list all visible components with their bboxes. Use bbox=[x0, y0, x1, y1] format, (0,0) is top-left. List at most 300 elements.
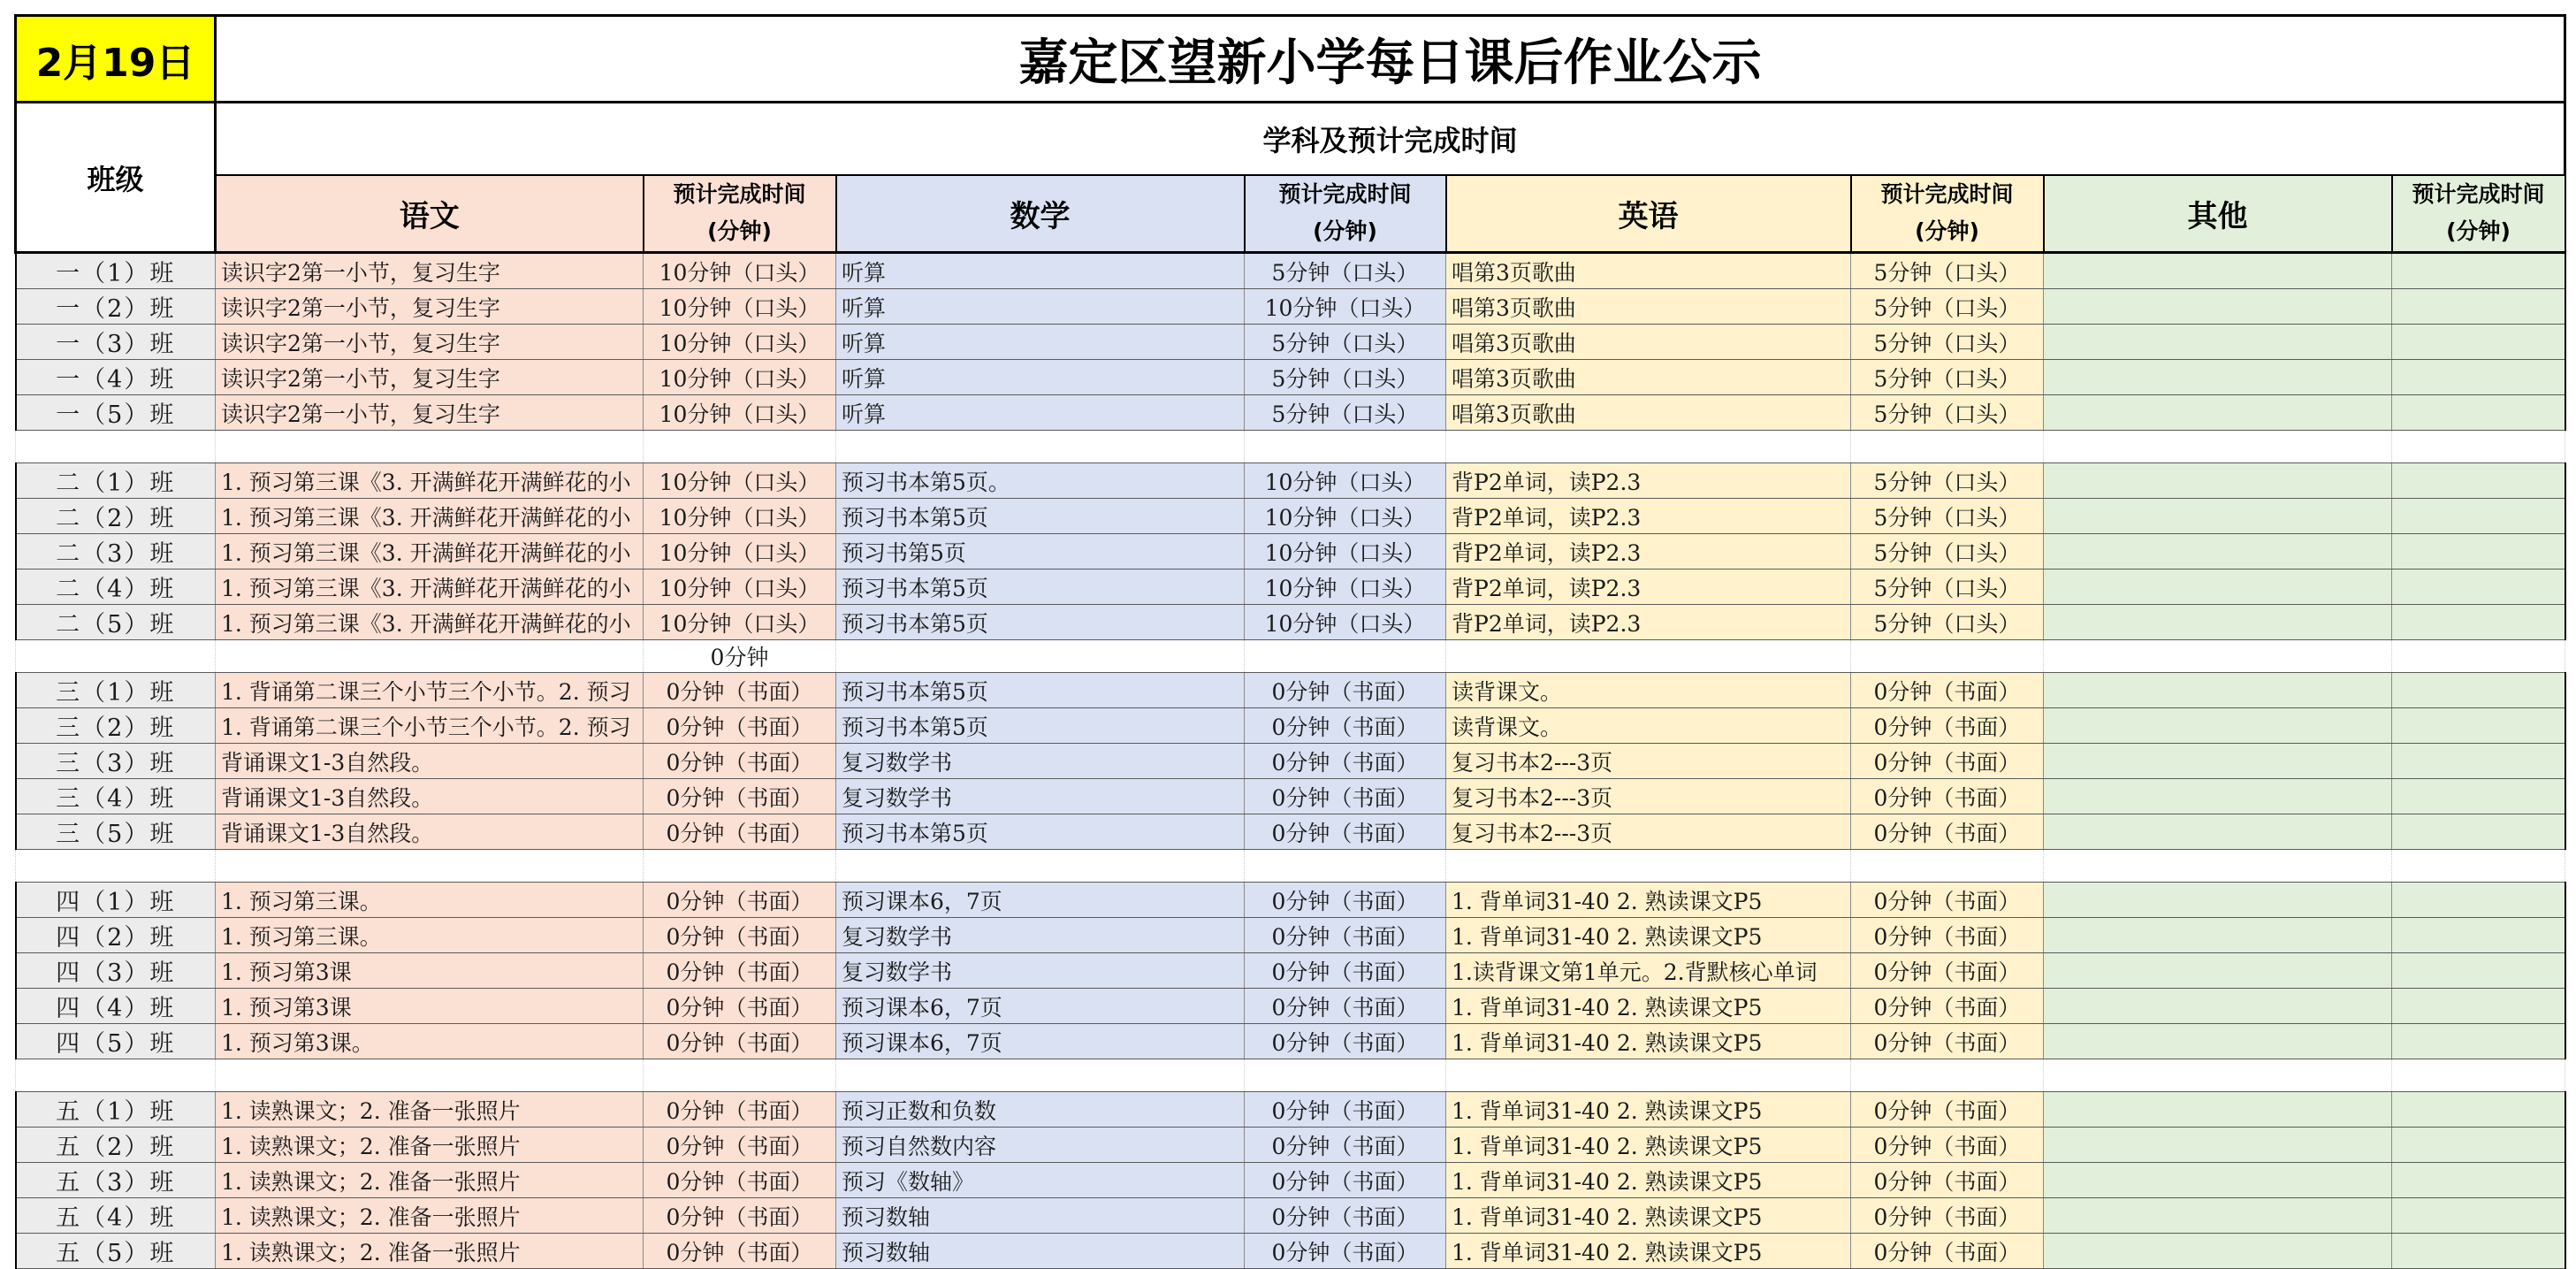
english-time: 0分钟（书面） bbox=[1851, 953, 2044, 989]
spacer-cell bbox=[1851, 431, 2044, 463]
spacer-cell bbox=[836, 431, 1245, 463]
chinese-homework: 读识字2第一小节，复习生字 bbox=[216, 360, 644, 395]
class-name: 一（1）班 bbox=[16, 253, 216, 289]
class-name: 四（4）班 bbox=[16, 989, 216, 1024]
english-homework: 读背课文。 bbox=[1446, 708, 1851, 744]
chinese-time: 0分钟（书面） bbox=[644, 918, 836, 953]
spacer-cell bbox=[1245, 1059, 1446, 1092]
chinese-time: 10分钟（口头） bbox=[644, 395, 836, 431]
english-homework: 背P2单词，读P2.3 bbox=[1446, 570, 1851, 605]
english-homework: 复习书本2---3页 bbox=[1446, 744, 1851, 779]
math-homework: 预习正数和负数 bbox=[836, 1092, 1245, 1128]
english-homework: 1. 背单词31-40 2. 熟读课文P5 bbox=[1446, 883, 1851, 918]
table-row bbox=[16, 605, 2565, 640]
other-homework bbox=[2044, 499, 2392, 534]
spacer-cell: 0分钟 bbox=[644, 640, 836, 673]
english-time: 0分钟（书面） bbox=[1851, 1024, 2044, 1059]
spacer-cell bbox=[836, 640, 1245, 673]
english-homework: 背P2单词，读P2.3 bbox=[1446, 534, 1851, 570]
math-homework: 听算 bbox=[836, 289, 1245, 325]
english-time: 0分钟（书面） bbox=[1851, 883, 2044, 918]
other-time bbox=[2392, 883, 2565, 918]
other-time bbox=[2392, 360, 2565, 395]
math-homework: 复习数学书 bbox=[836, 779, 1245, 814]
math-homework: 预习书本第5页 bbox=[836, 673, 1245, 708]
other-time bbox=[2392, 779, 2565, 814]
other-time bbox=[2392, 289, 2565, 325]
english-homework: 1.读背课文第1单元。2.背默核心单词 bbox=[1446, 953, 1851, 989]
math-homework: 预习数轴 bbox=[836, 1198, 1245, 1234]
spacer-cell bbox=[1245, 431, 1446, 463]
other-homework bbox=[2044, 289, 2392, 325]
english-homework: 唱第3页歌曲 bbox=[1446, 325, 1851, 360]
english-time: 5分钟（口头） bbox=[1851, 253, 2044, 289]
other-time bbox=[2392, 1092, 2565, 1128]
english-time: 0分钟（书面） bbox=[1851, 1198, 2044, 1234]
class-name: 五（5）班 bbox=[16, 1234, 216, 1269]
other-homework bbox=[2044, 325, 2392, 360]
spacer-cell bbox=[2044, 640, 2392, 673]
math-homework: 复习数学书 bbox=[836, 744, 1245, 779]
math-time: 0分钟（书面） bbox=[1245, 1163, 1446, 1198]
chinese-homework: 1. 读熟课文；2. 准备一张照片 bbox=[216, 1234, 644, 1269]
table-row bbox=[16, 918, 2565, 953]
other-homework bbox=[2044, 883, 2392, 918]
math-time: 5分钟（口头） bbox=[1245, 253, 1446, 289]
table-row bbox=[16, 463, 2565, 499]
chinese-time: 0分钟（书面） bbox=[644, 779, 836, 814]
math-homework: 预习书本第5页 bbox=[836, 605, 1245, 640]
table-row bbox=[16, 744, 2565, 779]
chinese-time-header: 预计完成时间 (分钟) bbox=[644, 175, 836, 253]
spacer-cell bbox=[644, 431, 836, 463]
english-time: 5分钟（口头） bbox=[1851, 605, 2044, 640]
other-homework bbox=[2044, 918, 2392, 953]
chinese-homework: 1. 预习第三课《3. 开满鲜花开满鲜花的小 bbox=[216, 570, 644, 605]
other-homework bbox=[2044, 989, 2392, 1024]
other-time bbox=[2392, 570, 2565, 605]
spacer-cell bbox=[216, 640, 644, 673]
table-row bbox=[16, 499, 2565, 534]
other-time bbox=[2392, 708, 2565, 744]
english-homework: 1. 背单词31-40 2. 熟读课文P5 bbox=[1446, 989, 1851, 1024]
other-time bbox=[2392, 1234, 2565, 1269]
english-time: 5分钟（口头） bbox=[1851, 395, 2044, 431]
chinese-homework: 1. 读熟课文；2. 准备一张照片 bbox=[216, 1163, 644, 1198]
english-homework: 1. 背单词31-40 2. 熟读课文P5 bbox=[1446, 1163, 1851, 1198]
english-homework: 1. 背单词31-40 2. 熟读课文P5 bbox=[1446, 1024, 1851, 1059]
english-time: 0分钟（书面） bbox=[1851, 918, 2044, 953]
spacer-cell bbox=[1851, 1059, 2044, 1092]
math-homework: 预习课本6，7页 bbox=[836, 989, 1245, 1024]
table-row bbox=[16, 953, 2565, 989]
other-time bbox=[2392, 918, 2565, 953]
other-time bbox=[2392, 253, 2565, 289]
table-row bbox=[16, 570, 2565, 605]
math-homework: 预习书本第5页。 bbox=[836, 463, 1245, 499]
english-homework: 背P2单词，读P2.3 bbox=[1446, 463, 1851, 499]
other-time bbox=[2392, 744, 2565, 779]
chinese-time: 0分钟（书面） bbox=[644, 1128, 836, 1163]
math-time: 0分钟（书面） bbox=[1245, 953, 1446, 989]
spacer-cell bbox=[216, 431, 644, 463]
math-time: 0分钟（书面） bbox=[1245, 673, 1446, 708]
english-homework: 1. 背单词31-40 2. 熟读课文P5 bbox=[1446, 1092, 1851, 1128]
spacer-cell bbox=[2392, 640, 2565, 673]
chinese-homework: 1. 预习第三课。 bbox=[216, 883, 644, 918]
other-time bbox=[2392, 1024, 2565, 1059]
class-column-header: 班级 bbox=[16, 103, 216, 253]
english-homework: 唱第3页歌曲 bbox=[1446, 289, 1851, 325]
spacer-cell bbox=[2044, 1059, 2392, 1092]
chinese-homework: 1. 读熟课文；2. 准备一张照片 bbox=[216, 1198, 644, 1234]
math-time: 5分钟（口头） bbox=[1245, 360, 1446, 395]
chinese-homework: 1. 预习第三课《3. 开满鲜花开满鲜花的小 bbox=[216, 463, 644, 499]
chinese-homework: 1. 预习第三课《3. 开满鲜花开满鲜花的小 bbox=[216, 605, 644, 640]
english-homework: 读背课文。 bbox=[1446, 673, 1851, 708]
other-homework bbox=[2044, 814, 2392, 850]
math-time: 10分钟（口头） bbox=[1245, 289, 1446, 325]
spacer-cell bbox=[16, 640, 216, 673]
homework-table bbox=[14, 14, 2566, 1269]
english-homework: 唱第3页歌曲 bbox=[1446, 253, 1851, 289]
math-homework: 预习书本第5页 bbox=[836, 814, 1245, 850]
english-time: 0分钟（书面） bbox=[1851, 673, 2044, 708]
class-name: 四（1）班 bbox=[16, 883, 216, 918]
spacer-cell bbox=[644, 850, 836, 883]
chinese-homework: 背诵课文1-3自然段。 bbox=[216, 779, 644, 814]
english-time: 0分钟（书面） bbox=[1851, 1092, 2044, 1128]
table-row bbox=[16, 883, 2565, 918]
chinese-time: 10分钟（口头） bbox=[644, 253, 836, 289]
math-homework: 预习书本第5页 bbox=[836, 708, 1245, 744]
spacer-cell bbox=[1245, 850, 1446, 883]
chinese-time: 10分钟（口头） bbox=[644, 570, 836, 605]
chinese-homework: 读识字2第一小节，复习生字 bbox=[216, 289, 644, 325]
english-time: 5分钟（口头） bbox=[1851, 499, 2044, 534]
english-time: 0分钟（书面） bbox=[1851, 779, 2044, 814]
english-time: 5分钟（口头） bbox=[1851, 570, 2044, 605]
group-spacer-row bbox=[16, 850, 2565, 883]
class-name: 三（3）班 bbox=[16, 744, 216, 779]
other-homework bbox=[2044, 1198, 2392, 1234]
math-homework: 预习课本6，7页 bbox=[836, 1024, 1245, 1059]
table-row bbox=[16, 1024, 2565, 1059]
math-time: 0分钟（书面） bbox=[1245, 814, 1446, 850]
table-row bbox=[16, 1128, 2565, 1163]
other-homework bbox=[2044, 1128, 2392, 1163]
english-homework: 1. 背单词31-40 2. 熟读课文P5 bbox=[1446, 918, 1851, 953]
other-homework bbox=[2044, 605, 2392, 640]
chinese-time: 10分钟（口头） bbox=[644, 463, 836, 499]
math-homework: 预习课本6，7页 bbox=[836, 883, 1245, 918]
table-row bbox=[16, 1092, 2565, 1128]
chinese-time: 10分钟（口头） bbox=[644, 605, 836, 640]
english-time: 5分钟（口头） bbox=[1851, 289, 2044, 325]
class-name: 二（4）班 bbox=[16, 570, 216, 605]
chinese-homework: 1. 预习第三课《3. 开满鲜花开满鲜花的小 bbox=[216, 499, 644, 534]
english-homework: 复习书本2---3页 bbox=[1446, 814, 1851, 850]
other-time bbox=[2392, 534, 2565, 570]
spacer-cell bbox=[1446, 431, 1851, 463]
english-homework: 背P2单词，读P2.3 bbox=[1446, 499, 1851, 534]
other-homework bbox=[2044, 253, 2392, 289]
other-homework bbox=[2044, 360, 2392, 395]
math-homework: 听算 bbox=[836, 325, 1245, 360]
math-homework: 预习数轴 bbox=[836, 1234, 1245, 1269]
spacer-cell bbox=[16, 431, 216, 463]
math-time: 0分钟（书面） bbox=[1245, 989, 1446, 1024]
table-row bbox=[16, 779, 2565, 814]
other-homework bbox=[2044, 395, 2392, 431]
spacer-cell bbox=[2044, 850, 2392, 883]
class-name: 四（2）班 bbox=[16, 918, 216, 953]
class-name: 三（2）班 bbox=[16, 708, 216, 744]
math-time: 5分钟（口头） bbox=[1245, 325, 1446, 360]
chinese-homework: 读识字2第一小节，复习生字 bbox=[216, 395, 644, 431]
spacer-cell bbox=[2392, 1059, 2565, 1092]
chinese-time: 0分钟（书面） bbox=[644, 744, 836, 779]
english-time: 0分钟（书面） bbox=[1851, 708, 2044, 744]
other-homework bbox=[2044, 1163, 2392, 1198]
class-name: 三（5）班 bbox=[16, 814, 216, 850]
chinese-homework: 1. 背诵第二课三个小节三个小节。2. 预习 bbox=[216, 673, 644, 708]
other-time-header: 预计完成时间 (分钟) bbox=[2392, 175, 2565, 253]
english-homework: 复习书本2---3页 bbox=[1446, 779, 1851, 814]
chinese-time: 10分钟（口头） bbox=[644, 325, 836, 360]
english-time: 5分钟（口头） bbox=[1851, 360, 2044, 395]
math-time: 0分钟（书面） bbox=[1245, 1128, 1446, 1163]
english-time: 0分钟（书面） bbox=[1851, 989, 2044, 1024]
math-time: 0分钟（书面） bbox=[1245, 1092, 1446, 1128]
chinese-homework: 读识字2第一小节，复习生字 bbox=[216, 325, 644, 360]
class-name: 二（3）班 bbox=[16, 534, 216, 570]
other-homework bbox=[2044, 779, 2392, 814]
english-time: 5分钟（口头） bbox=[1851, 463, 2044, 499]
other-homework bbox=[2044, 1092, 2392, 1128]
chinese-homework: 1. 预习第三课。 bbox=[216, 918, 644, 953]
english-homework: 唱第3页歌曲 bbox=[1446, 360, 1851, 395]
other-time bbox=[2392, 395, 2565, 431]
table-row bbox=[16, 253, 2565, 289]
class-name: 五（4）班 bbox=[16, 1198, 216, 1234]
chinese-homework: 1. 预习第3课。 bbox=[216, 1024, 644, 1059]
other-homework bbox=[2044, 1024, 2392, 1059]
group-spacer-row bbox=[16, 640, 2565, 673]
chinese-time: 0分钟（书面） bbox=[644, 1024, 836, 1059]
table-row bbox=[16, 395, 2565, 431]
math-homework: 预习书本第5页 bbox=[836, 499, 1245, 534]
chinese-time: 0分钟（书面） bbox=[644, 814, 836, 850]
english-time: 5分钟（口头） bbox=[1851, 534, 2044, 570]
spacer-cell bbox=[2392, 850, 2565, 883]
date-cell: 2月19日 bbox=[16, 16, 216, 103]
chinese-time: 10分钟（口头） bbox=[644, 499, 836, 534]
group-spacer-row bbox=[16, 431, 2565, 463]
math-homework: 预习书本第5页 bbox=[836, 570, 1245, 605]
math-homework: 听算 bbox=[836, 395, 1245, 431]
chinese-time: 0分钟（书面） bbox=[644, 708, 836, 744]
chinese-homework: 读识字2第一小节，复习生字 bbox=[216, 253, 644, 289]
class-name: 一（2）班 bbox=[16, 289, 216, 325]
math-time: 10分钟（口头） bbox=[1245, 534, 1446, 570]
spacer-cell bbox=[2392, 431, 2565, 463]
other-homework bbox=[2044, 953, 2392, 989]
other-homework bbox=[2044, 708, 2392, 744]
chinese-homework: 背诵课文1-3自然段。 bbox=[216, 744, 644, 779]
spacer-cell bbox=[16, 1059, 216, 1092]
other-homework bbox=[2044, 1234, 2392, 1269]
subject-subheader-row bbox=[16, 175, 2565, 253]
math-time: 0分钟（书面） bbox=[1245, 1024, 1446, 1059]
english-homework: 1. 背单词31-40 2. 熟读课文P5 bbox=[1446, 1198, 1851, 1234]
class-name: 三（1）班 bbox=[16, 673, 216, 708]
other-time bbox=[2392, 605, 2565, 640]
other-homework bbox=[2044, 534, 2392, 570]
math-time: 0分钟（书面） bbox=[1245, 708, 1446, 744]
math-homework: 预习自然数内容 bbox=[836, 1128, 1245, 1163]
table-row bbox=[16, 1234, 2565, 1269]
chinese-time: 0分钟（书面） bbox=[644, 673, 836, 708]
other-time bbox=[2392, 325, 2565, 360]
chinese-homework: 1. 读熟课文；2. 准备一张照片 bbox=[216, 1128, 644, 1163]
table-row bbox=[16, 360, 2565, 395]
class-name: 二（2）班 bbox=[16, 499, 216, 534]
class-name: 二（1）班 bbox=[16, 463, 216, 499]
table-row bbox=[16, 708, 2565, 744]
chinese-time: 0分钟（书面） bbox=[644, 1163, 836, 1198]
spacer-cell bbox=[1851, 850, 2044, 883]
math-time: 0分钟（书面） bbox=[1245, 883, 1446, 918]
english-homework: 1. 背单词31-40 2. 熟读课文P5 bbox=[1446, 1234, 1851, 1269]
spacer-cell bbox=[1245, 640, 1446, 673]
math-time: 0分钟（书面） bbox=[1245, 744, 1446, 779]
math-time: 0分钟（书面） bbox=[1245, 918, 1446, 953]
math-homework: 复习数学书 bbox=[836, 953, 1245, 989]
table-row bbox=[16, 1163, 2565, 1198]
other-homework bbox=[2044, 463, 2392, 499]
math-time-header: 预计完成时间 (分钟) bbox=[1245, 175, 1446, 253]
class-name: 一（3）班 bbox=[16, 325, 216, 360]
english-time: 0分钟（书面） bbox=[1851, 814, 2044, 850]
chinese-time: 0分钟（书面） bbox=[644, 1198, 836, 1234]
spacer-cell bbox=[1851, 640, 2044, 673]
class-name: 四（3）班 bbox=[16, 953, 216, 989]
class-name: 一（5）班 bbox=[16, 395, 216, 431]
table-row bbox=[16, 814, 2565, 850]
math-homework: 听算 bbox=[836, 253, 1245, 289]
math-time: 0分钟（书面） bbox=[1245, 1234, 1446, 1269]
chinese-homework: 1. 背诵第二课三个小节三个小节。2. 预习 bbox=[216, 708, 644, 744]
math-time: 10分钟（口头） bbox=[1245, 463, 1446, 499]
math-time: 10分钟（口头） bbox=[1245, 570, 1446, 605]
chinese-time: 0分钟（书面） bbox=[644, 1234, 836, 1269]
chinese-time: 10分钟（口头） bbox=[644, 289, 836, 325]
other-time bbox=[2392, 814, 2565, 850]
chinese-homework: 1. 预习第3课 bbox=[216, 989, 644, 1024]
subjects-header: 学科及预计完成时间 bbox=[216, 103, 2565, 175]
table-row bbox=[16, 534, 2565, 570]
class-name: 三（4）班 bbox=[16, 779, 216, 814]
class-name: 五（1）班 bbox=[16, 1092, 216, 1128]
english-header: 英语 bbox=[1446, 175, 1851, 253]
other-header: 其他 bbox=[2044, 175, 2392, 253]
chinese-homework: 1. 预习第3课 bbox=[216, 953, 644, 989]
group-spacer-row bbox=[16, 1059, 2565, 1092]
math-time: 0分钟（书面） bbox=[1245, 779, 1446, 814]
other-time bbox=[2392, 953, 2565, 989]
chinese-time: 0分钟（书面） bbox=[644, 989, 836, 1024]
math-homework: 听算 bbox=[836, 360, 1245, 395]
spacer-cell bbox=[836, 1059, 1245, 1092]
other-time bbox=[2392, 1198, 2565, 1234]
chinese-time: 10分钟（口头） bbox=[644, 534, 836, 570]
page-title: 嘉定区望新小学每日课后作业公示 bbox=[216, 16, 2565, 103]
table-row bbox=[16, 673, 2565, 708]
spacer-cell bbox=[644, 1059, 836, 1092]
spacer-cell bbox=[216, 1059, 644, 1092]
other-time bbox=[2392, 989, 2565, 1024]
spacer-cell bbox=[836, 850, 1245, 883]
english-homework: 唱第3页歌曲 bbox=[1446, 395, 1851, 431]
math-time: 0分钟（书面） bbox=[1245, 1198, 1446, 1234]
math-time: 10分钟（口头） bbox=[1245, 499, 1446, 534]
table-row bbox=[16, 989, 2565, 1024]
other-time bbox=[2392, 499, 2565, 534]
spacer-cell bbox=[1446, 640, 1851, 673]
chinese-time: 0分钟（书面） bbox=[644, 883, 836, 918]
english-time: 0分钟（书面） bbox=[1851, 744, 2044, 779]
math-time: 5分钟（口头） bbox=[1245, 395, 1446, 431]
chinese-time: 0分钟（书面） bbox=[644, 1092, 836, 1128]
spacer-cell bbox=[216, 850, 644, 883]
chinese-homework: 1. 预习第三课《3. 开满鲜花开满鲜花的小 bbox=[216, 534, 644, 570]
table-row bbox=[16, 325, 2565, 360]
class-name: 五（2）班 bbox=[16, 1128, 216, 1163]
other-time bbox=[2392, 1128, 2565, 1163]
math-homework: 预习《数轴》 bbox=[836, 1163, 1245, 1198]
class-name: 二（5）班 bbox=[16, 605, 216, 640]
english-homework: 1. 背单词31-40 2. 熟读课文P5 bbox=[1446, 1128, 1851, 1163]
english-time: 0分钟（书面） bbox=[1851, 1163, 2044, 1198]
math-time: 10分钟（口头） bbox=[1245, 605, 1446, 640]
table-row bbox=[16, 1198, 2565, 1234]
class-name: 一（4）班 bbox=[16, 360, 216, 395]
math-homework: 预习书第5页 bbox=[836, 534, 1245, 570]
class-name: 五（3）班 bbox=[16, 1163, 216, 1198]
chinese-homework: 1. 读熟课文；2. 准备一张照片 bbox=[216, 1092, 644, 1128]
english-time: 0分钟（书面） bbox=[1851, 1234, 2044, 1269]
chinese-homework: 背诵课文1-3自然段。 bbox=[216, 814, 644, 850]
english-time: 5分钟（口头） bbox=[1851, 325, 2044, 360]
math-header: 数学 bbox=[836, 175, 1245, 253]
english-time: 0分钟（书面） bbox=[1851, 1128, 2044, 1163]
chinese-time: 0分钟（书面） bbox=[644, 953, 836, 989]
other-homework bbox=[2044, 673, 2392, 708]
spacer-cell bbox=[2044, 431, 2392, 463]
spacer-cell bbox=[1446, 850, 1851, 883]
other-time bbox=[2392, 463, 2565, 499]
math-homework: 复习数学书 bbox=[836, 918, 1245, 953]
spacer-cell bbox=[16, 850, 216, 883]
chinese-time: 10分钟（口头） bbox=[644, 360, 836, 395]
table-row bbox=[16, 289, 2565, 325]
other-homework bbox=[2044, 744, 2392, 779]
class-name: 四（5）班 bbox=[16, 1024, 216, 1059]
spacer-cell bbox=[1446, 1059, 1851, 1092]
other-time bbox=[2392, 673, 2565, 708]
english-time-header: 预计完成时间 (分钟) bbox=[1851, 175, 2044, 253]
